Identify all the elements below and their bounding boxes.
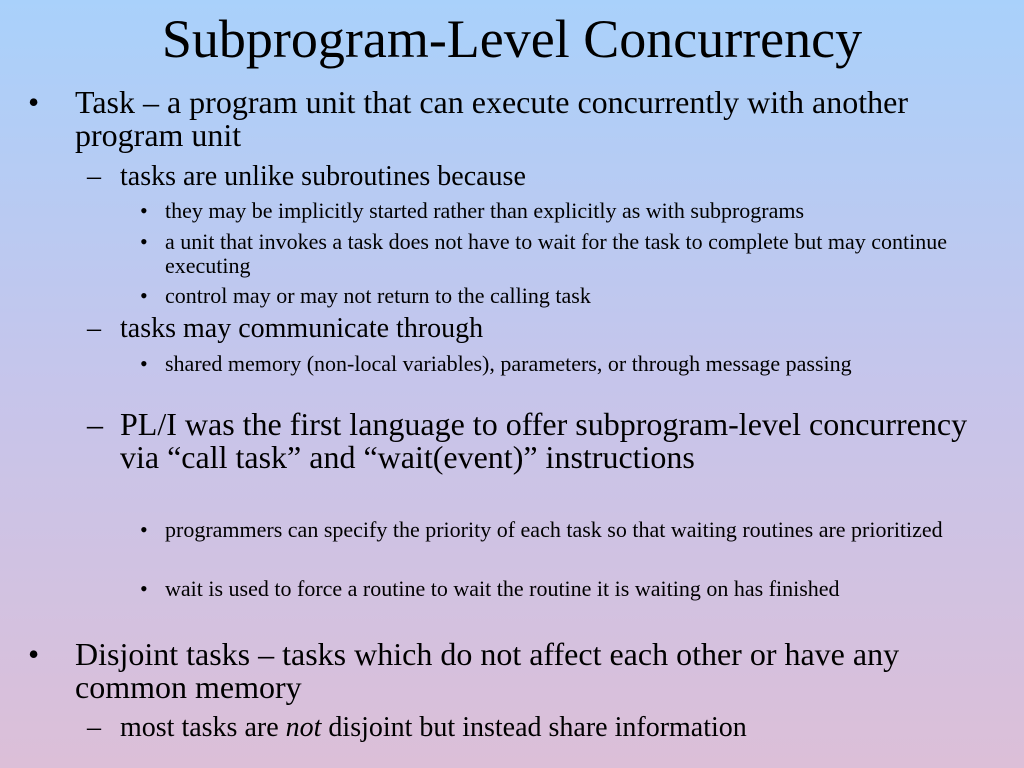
bullet-marker: • [140, 283, 148, 308]
bullet-marker: • [140, 229, 148, 254]
bullet-marker: • [140, 576, 148, 601]
dash-marker: – [87, 712, 101, 743]
bullet-text: Task – a program unit that can execute concurrently with another program unit [75, 84, 908, 153]
bullet-text: shared memory (non-local variables), parameters, or through message passing [165, 351, 852, 376]
dash-marker: – [87, 161, 101, 192]
bullet-text: programmers can specify the priority of each task so that waiting routines are prioritized [165, 517, 943, 542]
bullet-text: tasks may communicate through [120, 313, 484, 344]
bullet-marker: • [140, 198, 148, 223]
dash-marker: – [87, 406, 103, 442]
emphasis-not: not [285, 712, 322, 743]
bullet-marker: • [28, 636, 40, 672]
bullet-text: PL/I was the first language to offer subprogram-level concurrency via “call task” and “wait(event)” instructions [120, 406, 968, 475]
bullet-text: a unit that invokes a task does not have to wait for the task to complete but may continue executing [165, 229, 948, 278]
bullet-text: control may or may not return to the calling task [165, 283, 591, 308]
bullet-marker: • [28, 84, 40, 120]
bullet-text [120, 712, 1000, 743]
bullet-text: wait is used to force a routine to wait the routine it is waiting on has finished [165, 576, 840, 601]
slide-title: Subprogram-Level Concurrency [161, 9, 863, 69]
text-before: most tasks are [120, 712, 286, 743]
text-after: disjoint but instead share information [321, 712, 747, 743]
bullet-marker: • [140, 351, 148, 376]
bullet-marker: • [140, 517, 148, 542]
bullet-text: Disjoint tasks – tasks which do not affect each other or have any common memory [75, 636, 900, 705]
bullet-text: they may be implicitly started rather than explicitly as with subprograms [165, 198, 805, 223]
dash-marker: – [87, 313, 101, 344]
bullet-text: tasks are unlike subroutines because [120, 161, 526, 192]
